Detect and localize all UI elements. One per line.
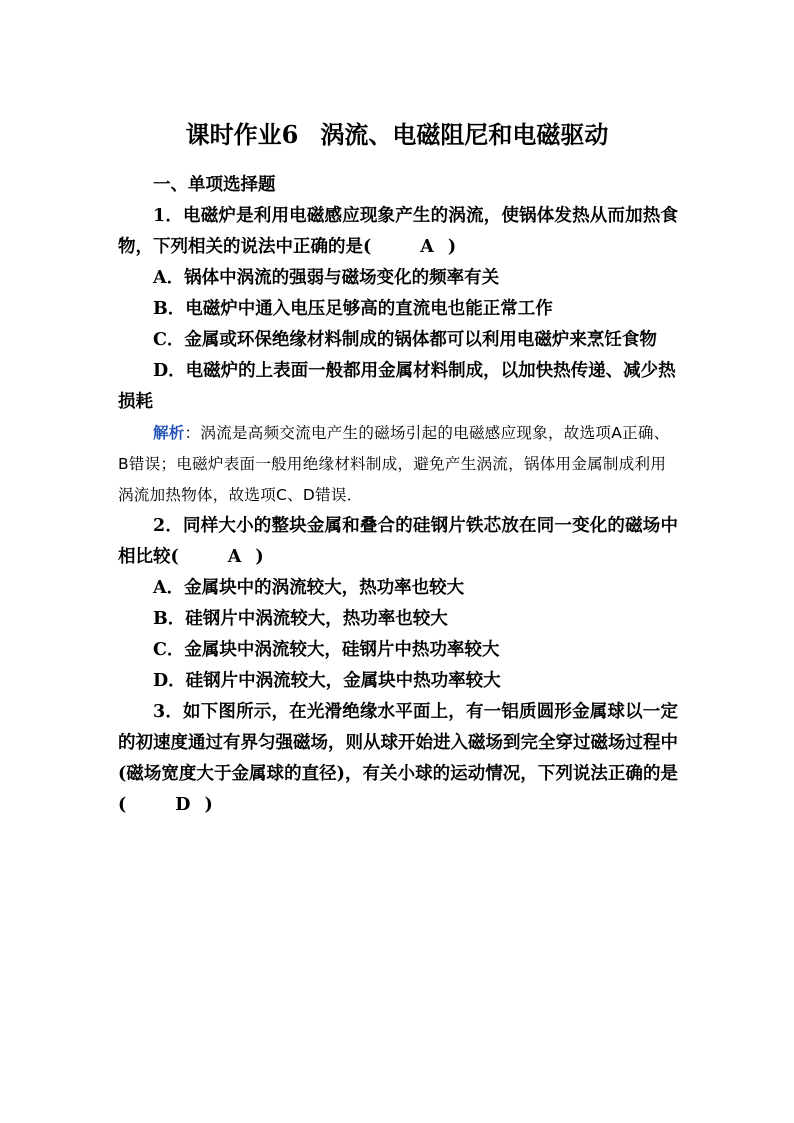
question-1-option-a: A．锅体中涡流的强弱与磁场变化的频率有关 (153, 268, 500, 288)
question-1-option-b: B．电磁炉中通入电压足够高的直流电也能正常工作 (153, 299, 553, 319)
question-3-stem: 3．如下图所示，在光滑绝缘水平面上，有一铝质圆形金属球以一定的初速度通过有界匀强磁场，则从球开始进入磁场到完全穿过磁场过程中(磁场宽度大于金属球的直径)，有关小球的运动情况，下列说法正确的是( D ) (118, 697, 678, 821)
explanation-label: 解析 (153, 424, 185, 442)
question-1-option-d: D．电磁炉的上表面一般都用金属材料制成，以加快热传递、减少热损耗 (118, 361, 676, 412)
question-2-option-b: B．硅钢片中涡流较大，热功率也较大 (153, 609, 448, 629)
section-heading: 一、单项选择题 (153, 175, 276, 195)
title-main: 涡流、电磁阻尼和电磁驱动 (320, 120, 609, 149)
question-1-stem: 1．电磁炉是利用电磁感应现象产生的涡流，使锅体发热从而加热食物，下列相关的说法中正确的是( A ) (118, 201, 678, 263)
content-body (118, 170, 678, 821)
question-2-answer: A (227, 547, 242, 567)
question-2-option-d: D．硅钢片中涡流较大，金属块中热功率较大 (153, 671, 501, 691)
question-2-option-a: A．金属块中的涡流较大，热功率也较大 (153, 578, 465, 598)
question-2-option-c: C．金属块中涡流较大，硅钢片中热功率较大 (153, 640, 500, 660)
question-1-answer: A (420, 237, 434, 257)
page-title (0, 118, 794, 152)
title-prefix: 课时作业6 (185, 120, 299, 149)
question-1-explanation: 解析：涡流是高频交流电产生的磁场引起的电磁感应现象，故选项A正确、B错误；电磁炉表面一般用绝缘材料制成，避免产生涡流，锅体用金属制成利用涡流加热物体，故选项C、D错误． (118, 424, 670, 504)
question-3-answer: D (175, 795, 191, 815)
question-1-option-c: C．金属或环保绝缘材料制成的锅体都可以利用电磁炉来烹饪食物 (153, 330, 657, 350)
question-2-stem: 2．同样大小的整块金属和叠合的硅钢片铁芯放在同一变化的磁场中相比较( A ) (118, 511, 678, 573)
